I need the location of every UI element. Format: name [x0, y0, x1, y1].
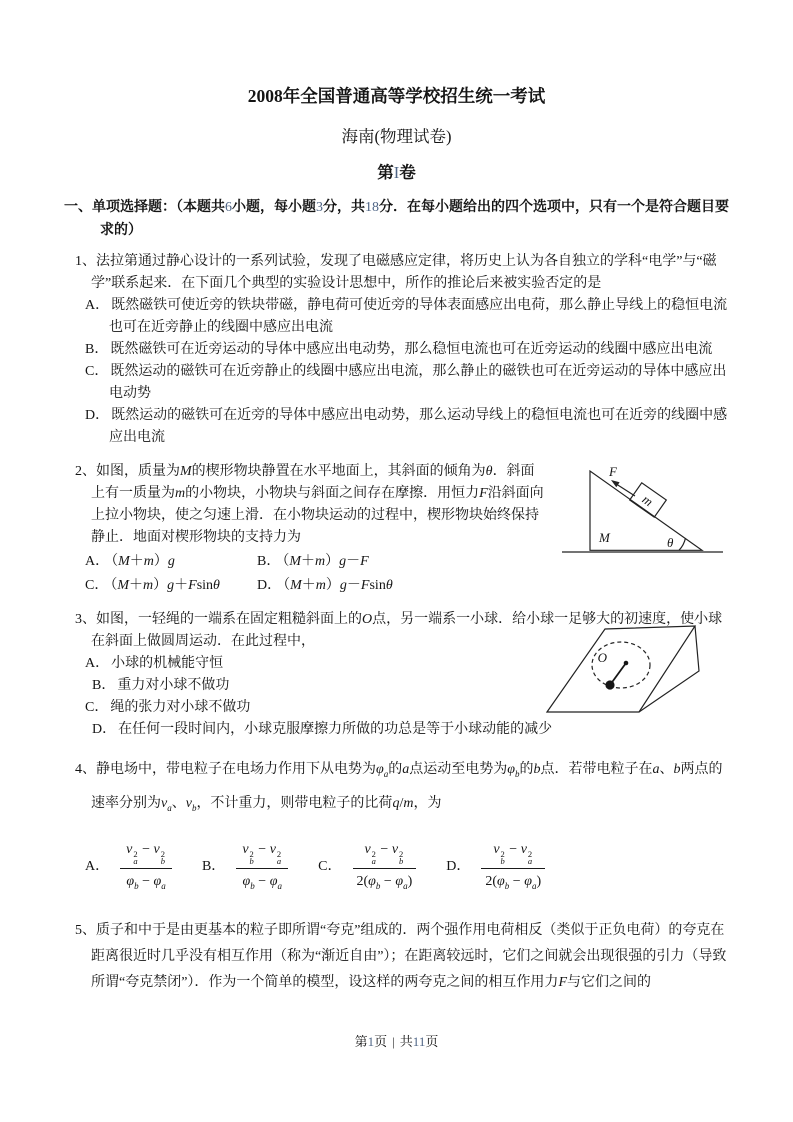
fraction — [120, 839, 172, 897]
question-5 — [75, 918, 733, 996]
ball — [605, 680, 614, 689]
page-total: 共11页 — [399, 1034, 439, 1049]
option-label: C． — [85, 578, 109, 593]
question-stem: 2、如图，质量为M的楔形物块静置在水平地面上，其斜面的倾角为θ．斜面上有一质量为m的小物块，小物块与斜面之间存在摩擦．用恒力F沿斜面向上拉小物块，使之匀速上滑．在小物块运动的过程中，楔形物块始终保持静止．地面对楔形物块的支持力为 — [75, 464, 544, 545]
fraction-numerator: v 2 b − v 2 a — [236, 839, 288, 869]
angle-label: θ — [667, 535, 674, 550]
footer-separator: | — [392, 1034, 395, 1049]
option-text: （M＋m）g — [111, 554, 175, 569]
option-row — [85, 551, 257, 573]
option-row — [85, 575, 257, 597]
option-text: 既然运动的磁铁可在近旁静止的线圈中感应出电流，那么静止的磁铁也可在近旁运动的导体中感应出电动势 — [109, 364, 727, 401]
fraction-denominator: $2(\varphi_b - \varphi_a)$ — [356, 873, 413, 891]
option-text: （M＋m）g－Fsinθ — [283, 578, 393, 593]
fraction — [236, 839, 288, 897]
fraction — [353, 839, 417, 897]
option-row — [85, 839, 172, 897]
option-label: B． — [257, 554, 281, 569]
option-row — [446, 839, 545, 897]
option-text: 既然磁铁可使近旁的铁块带磁，静电荷可使近旁的导体表面感应出电荷，那么静止导线上的稳恒电流也可在近旁静止的线圈中感应出电流 — [109, 298, 728, 335]
option-label: A． — [85, 298, 110, 313]
question-2 — [75, 461, 733, 597]
option-text: （M＋m）g－F — [282, 554, 369, 569]
force-arrow — [617, 485, 635, 497]
point-O-label: O — [597, 650, 607, 665]
question-stem: 4、静电场中，带电粒子在电场力作用下从电势为$\varphi_a$的a点运动至电势为$\varphi_b$的b点．若带电粒子在a、b两点的速率分别为$v_a$、$v_b$，不计重力，则带电粒子的比荷q/m，为 — [75, 762, 723, 813]
wedge-diagram — [557, 463, 733, 559]
page-subtitle: 海南(物理试卷) — [341, 127, 452, 146]
angle-arc — [679, 538, 686, 550]
force-label: F — [609, 464, 617, 479]
option-row — [85, 339, 733, 361]
option-label: C． — [85, 700, 109, 715]
block-m-label: m — [639, 491, 656, 510]
wedge-label: M — [599, 530, 610, 545]
question-number: 2、 — [75, 464, 96, 479]
fraction-denominator: $\varphi_b - \varphi_a$ — [242, 873, 282, 891]
page-number: 第1页 — [354, 1034, 388, 1049]
question-4 — [75, 755, 733, 896]
incline-diagram — [543, 615, 741, 727]
option-label: A． — [85, 859, 110, 875]
option-text: 重力对小球不做功 — [117, 678, 230, 693]
question-2-options — [85, 551, 545, 597]
option-row — [85, 405, 733, 449]
page-footer — [0, 1032, 793, 1052]
option-label: C． — [85, 364, 109, 379]
option-text: 绳的张力对小球不做功 — [110, 700, 251, 715]
question-stem: 5、质子和中于是由更基本的粒子即所谓“夸克”组成的．两个强作用电荷相反（类似于正负电荷）的夸克在距离很近时几乎没有相互作用（称为“渐近自由”）；在距离较远时，它们之间就会出现很强的引力（导致所谓“夸克禁闭”）．作为一个简单的模型，设这样的两夸克之间的相互作用力F与它们之间的 — [75, 923, 727, 991]
question-1-options — [85, 295, 733, 449]
page-title: 2008年全国普通高等学校招生统一考试 — [247, 86, 546, 106]
option-text: 在任何一段时间内，小球克服摩擦力所做的功总是等于小球动能的减少 — [118, 722, 553, 737]
option-row — [257, 551, 545, 573]
question-3 — [75, 609, 733, 741]
section-title: 第I卷 — [377, 163, 416, 182]
option-row — [85, 295, 733, 339]
option-text: （M＋m）g＋Fsinθ — [110, 578, 220, 593]
option-text: 既然磁铁可在近旁运动的导体中感应出电动势，那么稳恒电流也可在近旁运动的线圈中感应出电流 — [110, 342, 713, 357]
fraction-denominator: $\varphi_b - \varphi_a$ — [126, 873, 166, 891]
fraction-numerator: v 2 a − v 2 b — [120, 839, 172, 869]
question-stem: 3、如图，一轻绳的一端系在固定粗糙斜面上的O点，另一端系一小球．给小球一足够大的初速度，使小球在斜面上做圆周运动．在此过程中， — [75, 612, 723, 649]
option-label: D． — [446, 859, 471, 875]
question-number: 5、 — [75, 923, 96, 939]
option-label: B． — [201, 859, 226, 875]
option-label: A． — [85, 554, 110, 569]
option-label: D． — [85, 408, 110, 423]
section-instructions: 一、单项选择题：（本题共6小题，每小题3分，共18分．在每小题给出的四个选项中，只有一个是符合题目要求的） — [64, 200, 729, 238]
fraction — [481, 839, 545, 897]
question-stem: 1、法拉第通过静心设计的一系列试验，发现了电磁感应定律，将历史上认为各自独立的学科“电学”与“磁学”联系起来．在下面几个典型的实验设计思想中，所作的推论后来被实验否定的是 — [75, 254, 717, 291]
option-label: B． — [85, 342, 109, 357]
question-4-options — [85, 839, 733, 897]
option-label: C． — [318, 859, 342, 875]
option-text: 小球的机械能守恒 — [111, 656, 224, 671]
wedge-figure — [557, 463, 733, 559]
option-row — [85, 361, 733, 405]
question-1 — [75, 251, 733, 449]
option-label: A． — [85, 656, 110, 671]
option-label: B． — [92, 678, 116, 693]
option-label: D． — [92, 722, 117, 737]
fraction-numerator: v 2 a − v 2 b — [353, 839, 417, 869]
fraction-denominator: $2(\varphi_b - \varphi_a)$ — [485, 873, 542, 891]
question-number: 3、 — [75, 612, 96, 627]
question-number: 1、 — [75, 254, 96, 269]
option-row — [257, 575, 545, 597]
fraction-numerator: v 2 b − v 2 a — [481, 839, 545, 869]
question-number: 4、 — [75, 762, 96, 777]
option-text: 既然运动的磁铁可在近旁的导体中感应出电动势，那么运动导线上的稳恒电流也可在近旁的线圈中感应出电流 — [109, 408, 728, 445]
option-row — [318, 839, 416, 897]
dashed-circle — [592, 642, 650, 688]
option-label: D． — [257, 578, 282, 593]
incline-figure — [543, 615, 741, 727]
option-row — [202, 839, 288, 897]
